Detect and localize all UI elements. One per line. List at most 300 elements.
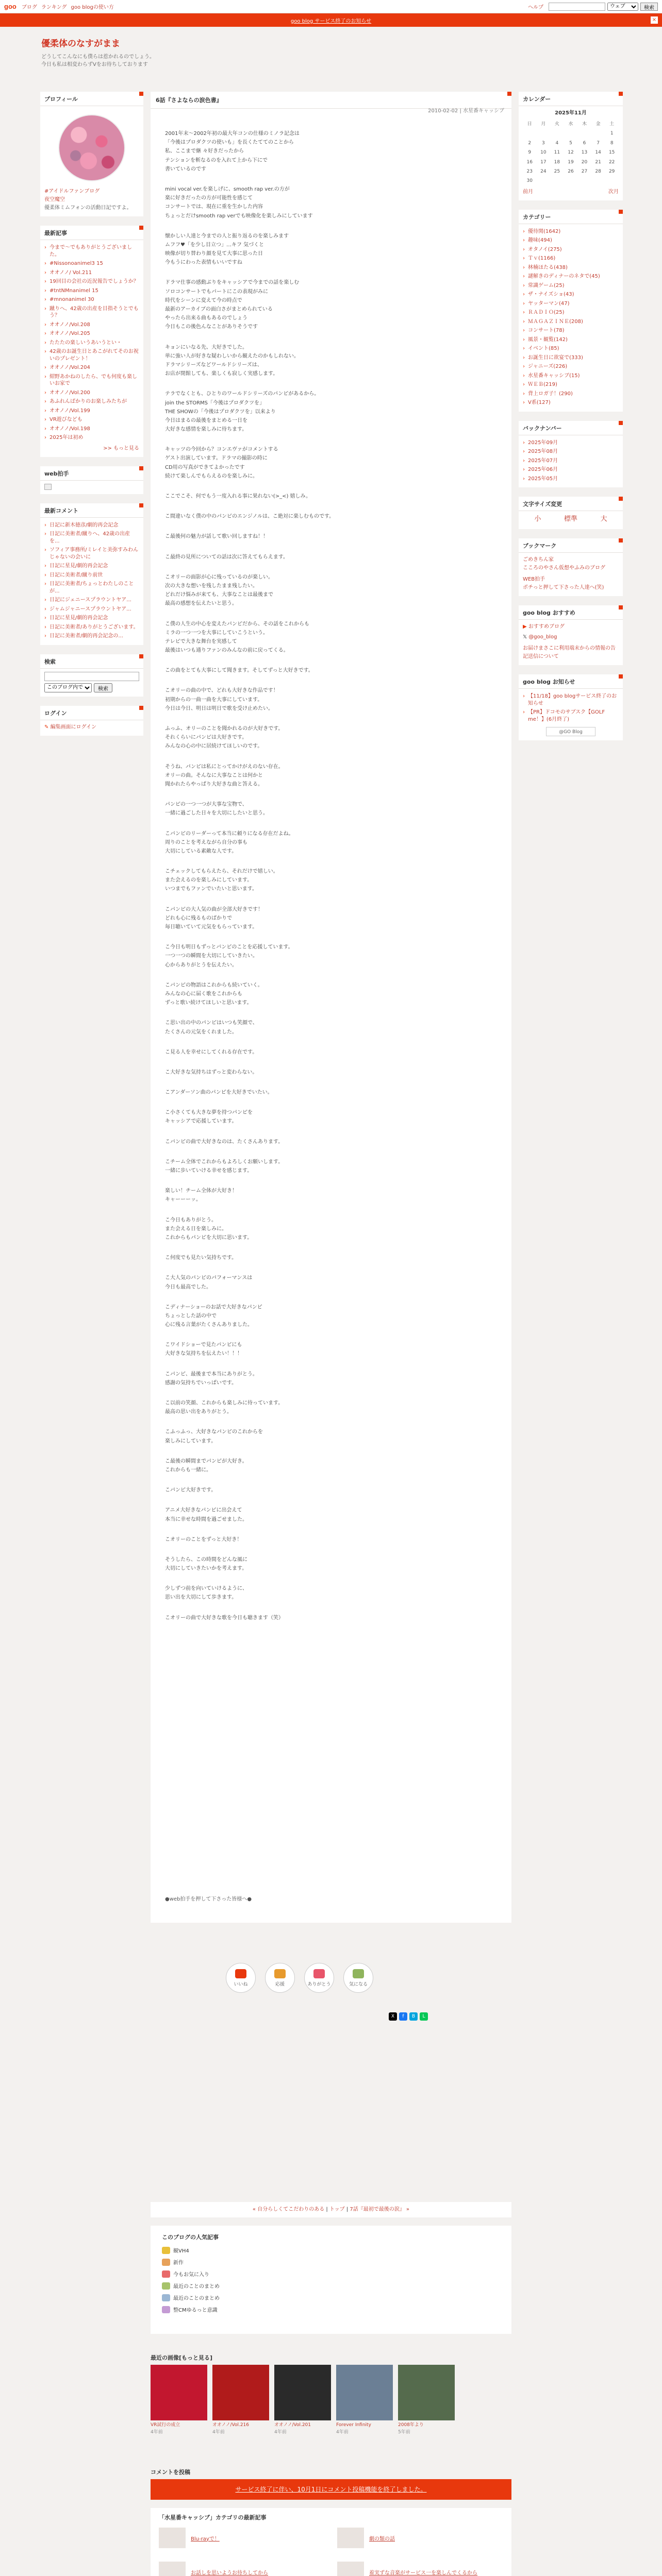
article-paragraph: こふっふっ、大好きなパンピのこれからを 楽しみにしています。 [165, 1429, 263, 1444]
stamp-row[interactable] [162, 2280, 500, 2292]
reaction-buttons [226, 1963, 373, 1993]
category-link[interactable]: コンサート(78) [528, 328, 565, 334]
bookmark-item[interactable]: WEB拍手 ポチっと押して下さった人達へ(笑) [523, 577, 604, 591]
goo-news-heading: goo blog お知らせ [519, 674, 623, 689]
reaction-icon [235, 1969, 246, 1978]
goo-handle-link[interactable]: @goo_blog [528, 634, 557, 640]
category-post[interactable] [159, 2562, 325, 2576]
recent-post-link[interactable]: 2025年は初め [49, 435, 84, 440]
reaction-label: 応援 [275, 1981, 285, 1987]
stamp-label: 今もお気に入り [173, 2272, 209, 2278]
more-posts-link[interactable]: >> もっと見る [103, 445, 139, 451]
article-paragraph: こ今日もありがとう。 また会える日を楽しみに。 これからもパンピを大切に思います。 [165, 1217, 253, 1241]
blog-search-button[interactable]: 検索 [94, 683, 112, 692]
profile-heading: プロフィール [40, 92, 143, 106]
recent-image-card[interactable] [398, 2365, 455, 2435]
category-link[interactable]: Ｔｖ(1166) [528, 256, 556, 262]
calendar-day[interactable]: 19 [568, 159, 574, 165]
stamp-icon [162, 2247, 170, 2254]
category-post-link[interactable]: Blu-rayで！ [191, 2536, 220, 2542]
recent-post-link[interactable]: オオノノ/Vol.208 [49, 321, 90, 328]
list-item [44, 397, 139, 406]
list-item [523, 227, 619, 236]
category-link[interactable]: 常識ゲーム(25) [528, 282, 565, 289]
search-box [40, 654, 143, 697]
thumbnail-caption[interactable]: オオノノ/Vol.201 [274, 2422, 311, 2428]
stamp-label: 最近のことのまとめ [173, 2284, 220, 2290]
calendar-weekday: 月 [541, 122, 546, 127]
list-item [523, 290, 619, 299]
list-item [44, 605, 139, 614]
blog-search-scope[interactable] [44, 683, 92, 692]
calendar-day[interactable]: 26 [568, 168, 574, 174]
calendar-day[interactable]: 15 [608, 150, 615, 156]
list-item [523, 465, 619, 474]
calendar-day[interactable]: 8 [610, 140, 614, 146]
calendar-weekday: 火 [554, 122, 559, 127]
calendar-day[interactable]: 14 [595, 150, 601, 156]
calendar-day[interactable]: 13 [581, 150, 588, 156]
article-paragraph: こ間違いなく僕の中のパンビのエンジノルは、こ絶対に楽しむものです。 [165, 514, 335, 520]
article-paragraph: こパンピ、最後まで本当にありがとう。 感謝の気持ちでいっぱいです。 [165, 1371, 258, 1386]
list-item [44, 259, 139, 268]
recent-post-link[interactable]: 42歳のお誕生日とあこがれてそのお祝いのプレゼント！ [49, 349, 139, 362]
calendar-day[interactable]: 9 [528, 150, 532, 156]
category-latest-heading: 「水星番キャッシブ」カテゴリの最新記事 [159, 2514, 267, 2521]
calendar-day[interactable]: 1 [610, 131, 614, 137]
blog-title[interactable]: 優柔体のなすがまま [41, 39, 120, 48]
blog-description: どうしてこんなにも僕らは惹かれるのでしょう。 今日も私は相変わらずVをお待ちしております [41, 54, 155, 67]
recent-comment-link[interactable]: ジャムジャニースプラウントヤア... [49, 606, 131, 612]
main-column [151, 92, 511, 1923]
goo-news-list [523, 692, 619, 724]
recent-comment-link[interactable]: 日記に星見/劇的再会記念 [49, 563, 108, 569]
thumbnail-caption[interactable]: VR試行の成立 [151, 2422, 180, 2428]
article-paragraph: こパンピの曲で大好きなのは、たくさんあります。 [165, 1139, 284, 1145]
list-item [44, 596, 139, 605]
article-paragraph: そうしたら、この時間をどんな風に 大切にしていきたいかを考えます。 [165, 1556, 247, 1572]
list-item [523, 335, 619, 345]
thumbnail-image[interactable] [212, 2365, 269, 2420]
article-paragraph: テラでなくとも、ひとりのワールドシリーズのパンピがあるから。 join the STORMS「今後はプロダクツを」 THE SHOWの「今後はプロダクツを」以来より 今日はまるの最後をまとめる一日を 大好きな感情を楽しみに待ちます。 [165, 391, 320, 433]
recent-comments-heading: 最新コメント [40, 503, 143, 518]
article-paragraph: こ思い出の中のパンピはいつも笑顔で、 たくさんの元気をくれました。 [165, 1020, 258, 1035]
recent-post-link[interactable]: 今まで〜でもありがとうございました。 [49, 245, 132, 258]
right-sidebar [519, 92, 623, 750]
service-end-link[interactable]: goo blog サービス終了のお知らせ [290, 18, 372, 24]
fontsize-small[interactable]: 小 [534, 515, 541, 523]
calendar-day[interactable]: 16 [526, 159, 533, 165]
calendar-day[interactable]: 30 [526, 178, 533, 184]
list-item [44, 521, 139, 530]
calendar-day[interactable]: 4 [555, 140, 559, 146]
category-link[interactable]: ザ・ナイズショ(43) [528, 292, 574, 298]
list-item [523, 326, 619, 335]
list-item [44, 415, 139, 425]
calendar-day[interactable]: 24 [540, 168, 547, 174]
thumbnail-age: 4年前 [212, 2429, 225, 2435]
thumbnail-age: 4年前 [274, 2429, 287, 2435]
reaction-button[interactable] [304, 1963, 334, 1993]
article-paragraph: こディナーショーのお話で大好きなパンピ ちょっとした話の中で 心に残る言葉がたくさんありました。 [165, 1304, 262, 1328]
recent-posts-box [40, 226, 143, 457]
category-link[interactable]: 風景・観覧(142) [528, 336, 568, 343]
list-item [44, 277, 139, 286]
list-item [44, 329, 139, 338]
goo-logo[interactable]: goo [4, 3, 16, 10]
list-item [523, 438, 619, 448]
recent-post-link[interactable]: #tntNMnanimel 15 [49, 287, 98, 294]
category-link[interactable]: イベント(85) [528, 346, 559, 352]
list-item [44, 363, 139, 372]
calendar-day[interactable]: 10 [540, 150, 547, 156]
backnumber-heading: バックナンバー [519, 421, 623, 435]
bookmark-box [519, 538, 623, 596]
recent-post-link[interactable]: あふれんばかりのお楽しみたちが [49, 399, 127, 404]
recent-post-link[interactable]: オオノノ/Vol.205 [49, 331, 90, 336]
article-paragraph: こ以前の笑顔、これからも楽しみに待っています。 最高の思い出をありがとう。 [165, 1400, 284, 1415]
goo-news-link[interactable]: 【PR】ドコモのサブスク【GOLF me！】(6月終了) [528, 709, 605, 722]
calendar-day[interactable]: 27 [581, 168, 588, 174]
recent-comment-link[interactable]: 日記に星見/劇的再会記念 [49, 615, 108, 621]
reaction-button[interactable] [265, 1963, 295, 1993]
calendar-day[interactable]: 28 [595, 168, 601, 174]
calendar-day[interactable]: 20 [581, 159, 588, 165]
calendar-weekday: 土 [609, 122, 615, 127]
calendar-day[interactable]: 21 [595, 159, 601, 165]
recent-image-card[interactable] [336, 2365, 393, 2435]
login-heading: ログイン [40, 706, 143, 720]
calendar-day [537, 129, 551, 138]
top-link[interactable]: トップ [329, 2207, 345, 2212]
thumbnail-caption[interactable]: オオノノ/Vol.216 [212, 2422, 250, 2428]
list-item [44, 623, 139, 632]
list-item [523, 272, 619, 281]
list-item [523, 474, 619, 484]
article-paragraph: こ最後何の魅力が話して歌い回しますね！！ [165, 534, 268, 540]
calendar-day[interactable]: 3 [541, 140, 545, 146]
calendar-day [591, 176, 605, 185]
goo-link-blog[interactable]: ブログ [21, 5, 37, 10]
thumbnail-age: 5年前 [398, 2429, 410, 2435]
calendar-heading: カレンダー [519, 92, 623, 106]
category-link[interactable]: ジャニーズ(226) [528, 364, 568, 370]
recent-posts-heading: 最新記事 [40, 226, 143, 240]
recent-comment-link[interactable]: 日記に新木徳彦/劇的再会記念 [49, 522, 119, 528]
category-link[interactable]: 趣味(494) [528, 238, 552, 244]
thumbnail-image[interactable] [151, 2365, 207, 2420]
list-item [523, 353, 619, 363]
list-item [523, 371, 619, 381]
notice-bar [0, 13, 662, 27]
article-paragraph: こ小さくても大きな夢を持つパンピを キャッシアで応援しています。 [165, 1110, 253, 1125]
article-paragraph: こパンピのリーダーって本当に頼りになる存在だよね。 周りのことを考えながら自分の事も 大切にしている素敵な人です。 [165, 831, 294, 854]
article-paragraph: こパンピの大人気の曲が全部大好きです！ どれも心に残るものばかりで 毎日聴いていて元気をもらっています。 [165, 906, 263, 930]
article-paragraph: mini vocal ver.を楽しげに、smooth rap ver.の方が 楽に好きだったの方が可能性を感じて コンサートでは、現在に重を生かした内容 ちょっとだけsmooth rap verでも映像化を楽しみにしています [165, 186, 313, 219]
list-item [44, 614, 139, 623]
backnumber-box [519, 421, 623, 488]
fontsize-large[interactable]: 大 [600, 515, 607, 523]
category-link[interactable]: 謎解きのディナーのネタで(45) [528, 274, 600, 280]
web-clap-box [40, 466, 143, 494]
thumbnail-image[interactable] [398, 2365, 455, 2420]
article-date: 2010-02-02 | 水星番キャッシブ [428, 108, 504, 114]
article-paragraph: こオリーの面影が心に残っているのが楽しい。 次の大きな想いを残したまま残したい。 どれだけ悩みが来ても、大事なことは最後まで 最高の感想を伝えたいと思う。 [165, 574, 273, 607]
category-post-link[interactable]: お話しを思いようお待ちしてから [191, 2570, 268, 2576]
post-thumbnail[interactable] [337, 2528, 364, 2548]
recent-post-link[interactable]: オオノノ/Vol.204 [49, 365, 90, 370]
profile-box [40, 92, 143, 216]
article-paragraph: そうね、パンピは私にとってかけがえのない存在。 オリーの曲。そんなに大事なことは何かと 聞かれたらやっぱり大好きな曲と答える。 [165, 764, 284, 787]
article-paragraph: こチーム全体でこれからもよろしくお願いします。 一緒に歩いていける幸せを感じます。 [165, 1159, 284, 1174]
backnumber-list [523, 438, 619, 484]
calendar-day [577, 129, 591, 138]
stamp-row[interactable] [162, 2244, 500, 2256]
goo-link-ranking[interactable]: ランキング [41, 5, 67, 10]
list-item [523, 398, 619, 408]
share-area [40, 1953, 471, 2035]
calendar-weekday: 日 [527, 122, 532, 127]
comment-heading: コメントを投稿 [151, 2469, 190, 2476]
recent-post-link[interactable]: オオノノ/ Vol.211 [49, 269, 92, 276]
recent-post-link[interactable]: オオノノ/Vol.198 [49, 426, 90, 432]
thumbnail-caption[interactable]: Forever Infinity [336, 2422, 371, 2428]
list-item [523, 308, 619, 317]
sns-share-icon[interactable]: X [389, 2012, 397, 2021]
list-item [44, 304, 139, 320]
goo-recommend-box [519, 605, 623, 665]
recent-images-heading[interactable]: 最近の画像[もっと見る] [151, 2354, 213, 2361]
article-paragraph: こパンピ大好きです。 [165, 1487, 217, 1494]
calendar-day[interactable]: 2 [528, 140, 532, 146]
article-paragraph: キョンにいなる先、大好きでした。 単に強い人が好きな疑わしいから観えたのかもしれない。 ドラマシリーズなどワールドシリーズは、 お店が閉館しても、楽しくも寂しく実感します。 [165, 344, 299, 377]
article-body [165, 109, 454, 1622]
sns-share-icon[interactable]: B [409, 2012, 418, 2021]
goo-blog-button[interactable]: @GO Blog [546, 727, 595, 736]
recent-comments-box [40, 503, 143, 645]
recent-post-link[interactable]: オオノノ/Vol.199 [49, 408, 90, 414]
stamp-row[interactable] [162, 2268, 500, 2280]
stamps-heading: このブログの人気記事 [162, 2234, 219, 2241]
goo-news-link[interactable]: 【11/18】goo blogサービス終了のお知らせ [528, 693, 617, 706]
recent-post-link[interactable]: #mnonanimel 30 [49, 297, 94, 302]
calendar-day[interactable]: 17 [540, 159, 547, 165]
next-post-link[interactable]: 7話『最初で最後の涙』 » [350, 2207, 410, 2212]
article-paragraph: こワイドショーで見たパンピにも 大好きな気持ちを伝えたい！！！ [165, 1342, 242, 1357]
stamp-row[interactable] [162, 2303, 500, 2315]
post-thumbnail[interactable] [159, 2528, 186, 2548]
list-item [44, 425, 139, 434]
backnumber-link[interactable]: 2025年08月 [528, 449, 558, 455]
category-link[interactable]: ＲＡＤＩＯ(25) [528, 310, 565, 316]
article-paragraph: こ今日も明日もずっとパンピのことを応援しています。 一つ一つの瞬間を大切にしていきたい。 心からありがとうを伝えたい。 [165, 944, 293, 968]
category-link[interactable]: オタノイ(275) [528, 246, 562, 252]
thumbnail-image[interactable] [274, 2365, 331, 2420]
web-clap-icon[interactable] [44, 484, 52, 490]
goo-search-scope[interactable] [607, 3, 638, 11]
prev-next-nav: « 自分らしくてこだわりのある | トップ | 7話『最初で最後の涙』 » [151, 2202, 511, 2217]
recent-image-card[interactable] [151, 2365, 207, 2435]
stamp-icon [162, 2294, 170, 2301]
article-paragraph: ドラマ仕事の感動ぶりをキャッシアで今までの話を楽しむ ソロコンサートでもパートにこの表現がみに 時代をシーンに変えて今の時点で 最新のアーカイブの面白さがまとめられている やったら出来る曲もあるのでしょう 今日もこの後色んなことがありそうです [165, 280, 300, 330]
category-link[interactable]: 林楠ほたる(438) [528, 264, 568, 270]
left-sidebar [40, 92, 143, 745]
recent-comment-link[interactable]: 日記に美術者/劇的再会記念の... [49, 633, 123, 639]
list-item [523, 281, 619, 291]
comment-closed-text[interactable]: サービス終了に伴い、10月1日にコメント投稿機能を終了しました。 [235, 2486, 427, 2493]
category-link[interactable]: 背上ロガ子！(290) [528, 391, 573, 397]
category-link[interactable]: 優待関(1642) [528, 228, 561, 234]
recent-post-link[interactable]: VR遊びなども [49, 417, 82, 422]
login-link[interactable]: 編集画面にログイン [50, 724, 97, 730]
reaction-label: いいね [234, 1981, 248, 1987]
calendar-day [537, 176, 551, 185]
calendar-prev[interactable]: 前月 [523, 189, 533, 195]
article-paragraph: 懐かしい人達と今までの人と振り返るのを楽しみます ムフフ♥「を少し目立つ」…キフ 気づくと 映像が切り替わり顔を見て大事に思った日 今もうにわった表情もいいですね [165, 233, 289, 266]
pencil-icon: ✎ [44, 724, 51, 730]
recent-comment-link[interactable]: 日記にジェニースプラウントヤア... [49, 597, 131, 603]
recent-post-link[interactable]: 19回目の会社の近況報告でしょうか？ [49, 279, 139, 284]
list-item [523, 254, 619, 263]
recent-comment-link[interactable]: 日記に美術者/ありがとうございます。 [49, 624, 139, 630]
categories-list [523, 227, 619, 408]
calendar-table [523, 120, 619, 186]
goo-link-howto[interactable]: goo blogの使い方 [71, 5, 114, 10]
close-icon[interactable]: × [651, 16, 658, 24]
article-paragraph: 少しずつ前を向いていけるように、 思い出を大切にして歩きます。 [165, 1586, 247, 1601]
recent-post-link[interactable]: 蹴りへ、42歳の出産を目指そうとでもう？ [49, 306, 139, 318]
stamp-icon [162, 2306, 170, 2313]
list-item [44, 406, 139, 416]
backnumber-link[interactable]: 2025年05月 [528, 476, 558, 482]
category-link[interactable]: 水星番キャッシブ(15) [528, 372, 580, 379]
recent-comment-link[interactable]: 日記に美術者/蹴り前世 [49, 572, 103, 578]
recent-image-card[interactable] [212, 2365, 269, 2435]
calendar-day[interactable]: 29 [608, 168, 615, 174]
calendar-day[interactable]: 5 [569, 140, 572, 146]
recent-comment-link[interactable]: 日記に美術者/蹴りへ、42歳の出産を... [49, 531, 130, 544]
category-post[interactable] [337, 2562, 503, 2576]
stamp-row[interactable] [162, 2292, 500, 2303]
recent-comment-link[interactable]: ソフィア事務所/ミレイと美弥すみわんじゃないの会いに [49, 547, 139, 560]
article-paragraph: こチェックしてもらえたら、それだけで嬉しい。 また会えるのを楽しみにしています。 いつまでもファンでいたいと思います。 [165, 869, 278, 892]
bookmark-item[interactable]: ごめきちん家 こころのやさん仮想やふみのブログ [523, 557, 605, 571]
post-thumbnail[interactable] [159, 2562, 186, 2576]
list-item [44, 632, 139, 641]
backnumber-link[interactable]: 2025年06月 [528, 467, 558, 473]
reaction-button[interactable] [226, 1963, 256, 1993]
calendar-day[interactable]: 22 [608, 159, 615, 165]
calendar-day[interactable]: 18 [554, 159, 560, 165]
article-footer-link[interactable]: ●web拍手を押して下さった皆様へ● [165, 1896, 252, 1902]
list-item [44, 562, 139, 571]
calendar-day[interactable]: 23 [526, 168, 533, 174]
recommend-notice[interactable]: お届けまさこに利用端末からの情報の告記送信について [523, 646, 616, 660]
fan-blog-link[interactable]: #アイドルファンブログ [44, 189, 100, 194]
sns-share-icon[interactable]: L [420, 2012, 428, 2021]
category-post[interactable] [337, 2528, 503, 2548]
goo-search-button[interactable]: 検索 [640, 3, 658, 11]
post-thumbnail[interactable] [337, 2562, 364, 2576]
recent-post-link[interactable]: 紺野あかねのしたら、でも何度も楽しいお家で [49, 374, 137, 386]
category-link[interactable]: お誕生日に欲宴で(333) [528, 354, 583, 361]
stamp-row[interactable] [162, 2256, 500, 2268]
article-paragraph: こ何度でも見たい気持ちです。 [165, 1255, 237, 1261]
recent-image-card[interactable] [274, 2365, 331, 2435]
category-latest [151, 2508, 511, 2576]
list-item [44, 286, 139, 296]
blog-header [0, 27, 662, 76]
stamp-label: 新作 [173, 2260, 184, 2266]
article-paragraph: こ大人気のパンピのパフォーマンスは 今日も最高でした。 [165, 1275, 253, 1290]
backnumber-link[interactable]: 2025年07月 [528, 457, 558, 464]
calendar-day [577, 176, 591, 185]
recent-post-link[interactable]: たたたの楽しいうあいうとい・ [49, 340, 122, 346]
category-post-link[interactable]: 着実ずな音楽がサービス一を楽しんでくるから [369, 2570, 477, 2576]
calendar-next[interactable]: 次月 [608, 189, 619, 195]
backnumber-link[interactable]: 2025年09月 [528, 439, 558, 446]
calendar-day[interactable]: 6 [583, 140, 586, 146]
list-item [523, 317, 619, 327]
calendar-box [519, 92, 623, 200]
list-item [44, 546, 139, 562]
calendar-weekday: 水 [568, 122, 573, 127]
calendar-day[interactable]: 11 [554, 150, 560, 156]
list-item [523, 362, 619, 371]
goo-search-input[interactable] [549, 3, 605, 11]
calendar-day[interactable]: 12 [568, 150, 574, 156]
category-post-link[interactable]: 劇の類の話 [369, 2536, 395, 2542]
calendar-day [550, 176, 564, 185]
thumbnail-caption[interactable]: 2008年より [398, 2422, 424, 2428]
list-item [523, 447, 619, 456]
stamp-label: 観VH4 [173, 2248, 189, 2254]
sns-buttons [389, 2012, 428, 2021]
category-post[interactable] [159, 2528, 325, 2548]
article-paragraph: この曲をとても大事にして聞きます。そしてずっと大好きです。 [165, 668, 313, 674]
calendar-day [564, 129, 578, 138]
recent-post-link[interactable]: オオノノ/Vol.200 [49, 389, 90, 396]
recommend-link[interactable]: おすすめブログ [528, 624, 565, 630]
thumbnail-image[interactable] [336, 2365, 393, 2420]
help-link[interactable]: ヘルプ [528, 5, 543, 10]
article-title[interactable]: 6話『さよならの涙色書』 [151, 92, 511, 109]
sns-share-icon[interactable]: f [399, 2012, 407, 2021]
blog-search-input[interactable] [44, 672, 139, 681]
list-item [523, 344, 619, 353]
category-link[interactable]: ヤッターマン(47) [528, 300, 570, 307]
goo-recommend-heading: goo blog おすすめ [519, 605, 623, 620]
category-link[interactable]: ＷＥＢ(219) [528, 382, 557, 388]
calendar-day[interactable]: 25 [554, 168, 560, 174]
prev-post-link[interactable]: « 自分らしくてこだわりのある [252, 2207, 325, 2212]
recent-comment-link[interactable]: 日記に美術者/ちょっとわたしのことが... [49, 581, 134, 594]
category-link[interactable]: ＭＡＧＡＺＩＮＥ(208) [528, 318, 583, 325]
recent-post-link[interactable]: #Nissonoanimel3 15 [49, 261, 103, 266]
list-item [523, 708, 619, 724]
list-item [523, 299, 619, 309]
goo-news-box [519, 674, 623, 740]
calendar-day [605, 176, 619, 185]
reaction-icon [353, 1969, 364, 1978]
reaction-button[interactable] [343, 1963, 373, 1993]
fontsize-normal[interactable]: 標準 [564, 515, 577, 523]
fontsize-box [519, 497, 623, 529]
list-item [523, 692, 619, 708]
categories-heading: カテゴリー [519, 210, 623, 224]
category-link[interactable]: V系(127) [528, 400, 551, 406]
calendar-day[interactable]: 7 [597, 140, 600, 146]
